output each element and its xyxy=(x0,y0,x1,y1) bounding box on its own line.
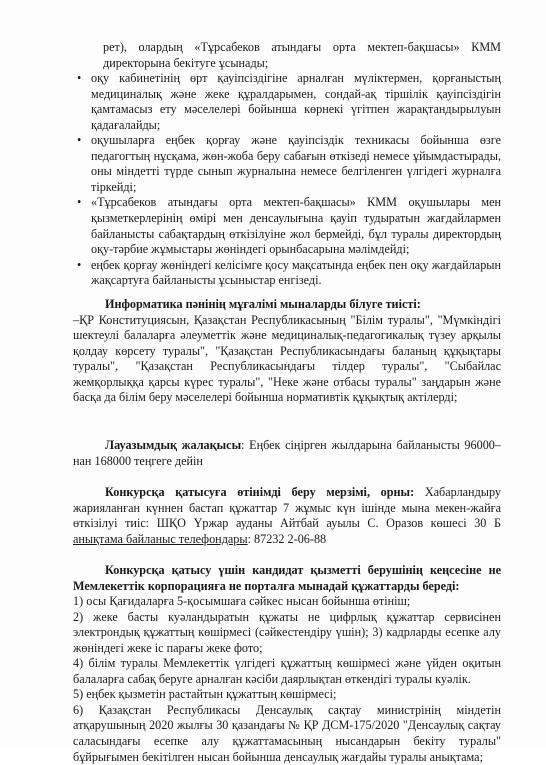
bullet-item: • «Тұрсабеков атындағы орта мектеп-бақшасы» КММ оқушылары мен қызметкерлерінің өмірі мен денсаулығына қауіп тудыратын жағдайлармен байланысты сабақтардың өткізілуіне жол бермейді, бұл туралы директордың оқу-тәрбие жұмыстары жөніндегі орынбасарына мәлімдейді; xyxy=(73,195,501,257)
knowledge-text: –ҚР Конституциясын, Қазақстан Республикасының "Білім туралы", "Мүмкіндігі шектеулі балаларға әлеуметтік және медициналық-педагогикалық түзеу арқылы қолдау көрсету туралы", "Қазақстан Республикасындағы баланың құқықтары туралы", "Қазақстан Республикасындағы тілдер туралы", "Сыбайлас жемқорлыққа қарсы күрес туралы", "Неке және отбасы туралы" заңдарын және басқа да білім беру мәселелері бойынша нормативтік құқықтық актілерді; xyxy=(73,312,501,405)
salary-paragraph xyxy=(73,438,501,469)
deadline-label: Конкурсқа қатысуға өтінімді беру мерзімі, орны: xyxy=(105,485,415,499)
documents-section xyxy=(73,563,501,765)
document-item: 6) Қазақстан Республикасы Денсаулық сақтау министрінің міндетін атқарушының 2020 жылғы 30 қазандағы № ҚР ДСМ-175/2020 "Денсаулық сақтау саласындағы есепке алу құжаттамасының нысандарын бекіту туралы" бұйрығымен бекітілген нысан бойынша денсаулық жағдайы туралы анықтама; xyxy=(73,702,501,764)
salary-text: : Еңбек сіңірген жылдарына байланысты 96000–нан 168000 теңгеге дейін xyxy=(73,438,501,468)
bullet-item: • оқушыларға еңбек қорғау және қауіпсіздік техникасы бойынша өзге педагогтың нұсқама, жөн-жоба беру сабағын өткізеді немесе ұйымдастырады, оны міндетті түрде сынып журналына немесе белгіленген үлгідегі журналға тіркейді; xyxy=(73,133,501,195)
deadline-text: Хабарландыру жарияланған күннен бастап құжаттар 7 жұмыс күн ішінде мына мекен-жайға өткізілуі тиіс: ШҚО Үржар ауданы Айтбай ауылы С. Оразов көшесі 30 Б xyxy=(73,485,501,531)
bullet-item: • еңбек қорғау жөніндегі келісімге қосу мақсатында еңбек пен оқу жағдайларын жақсартуға байланысты ұсыныстар енгізеді. xyxy=(73,258,501,289)
salary-label: Лауазымдық жалақысы xyxy=(105,438,242,452)
document-item: 1) осы Қағидаларға 5-қосымшаға сәйкес нысан бойынша өтініш; xyxy=(73,594,411,609)
knowledge-section xyxy=(73,297,501,406)
contact-label: анықтама байланыс телефондары xyxy=(73,531,248,546)
contact-phone: : 87232 2-06-88 xyxy=(247,531,327,546)
deadline-section xyxy=(73,485,501,547)
deadline-paragraph xyxy=(73,485,501,547)
document-item: 2) жеке басты куәландыратын құжаты не цифрлық құжаттар сервисінен электрондық құжаттың көшірмесі (сәйкестендіру үшін); 3) кадрларды есепке алу жөніндегі жеке іс парағы жеке фото; xyxy=(73,609,501,655)
document-item: 5) еңбек қызметін растайтын құжаттың көшірмесі; xyxy=(73,687,337,702)
documents-heading: Конкурсқа қатысу үшін кандидат қызметті берушінің кеңсесіне не Мемлекеттік корпорацияға не порталға мынадай құжаттарды береді: xyxy=(73,563,501,593)
bullet-list xyxy=(73,40,501,289)
knowledge-heading: Информатика пәнінің мұғалімі мыналарды білуге тиісті: xyxy=(105,297,421,311)
bullet-item: • оқу кабинетінің өрт қауіпсіздігіне арналған мүліктермен, қорғаныстың медициналық және жеке құралдарымен, сондай-ақ тіршілік қауіпсіздігін қамтамасыз ету мәселелері бойынша көрнекі үгітпен жарақтандырылуын қадағалайды; xyxy=(73,71,501,133)
bullet-continuation: рет), олардың «Тұрсабеков атындағы орта мектеп-бақшасы» КММ директорына бекітуге ұсынады; xyxy=(103,40,501,70)
document-item: 4) білім туралы Мемлекеттік үлгідегі құжаттың көшірмесі және үйден оқитын балаларға сабақ беруге арналған кәсіби даярлықтан өткендігі туралы куәлік. xyxy=(73,656,501,686)
salary-section xyxy=(73,438,501,469)
